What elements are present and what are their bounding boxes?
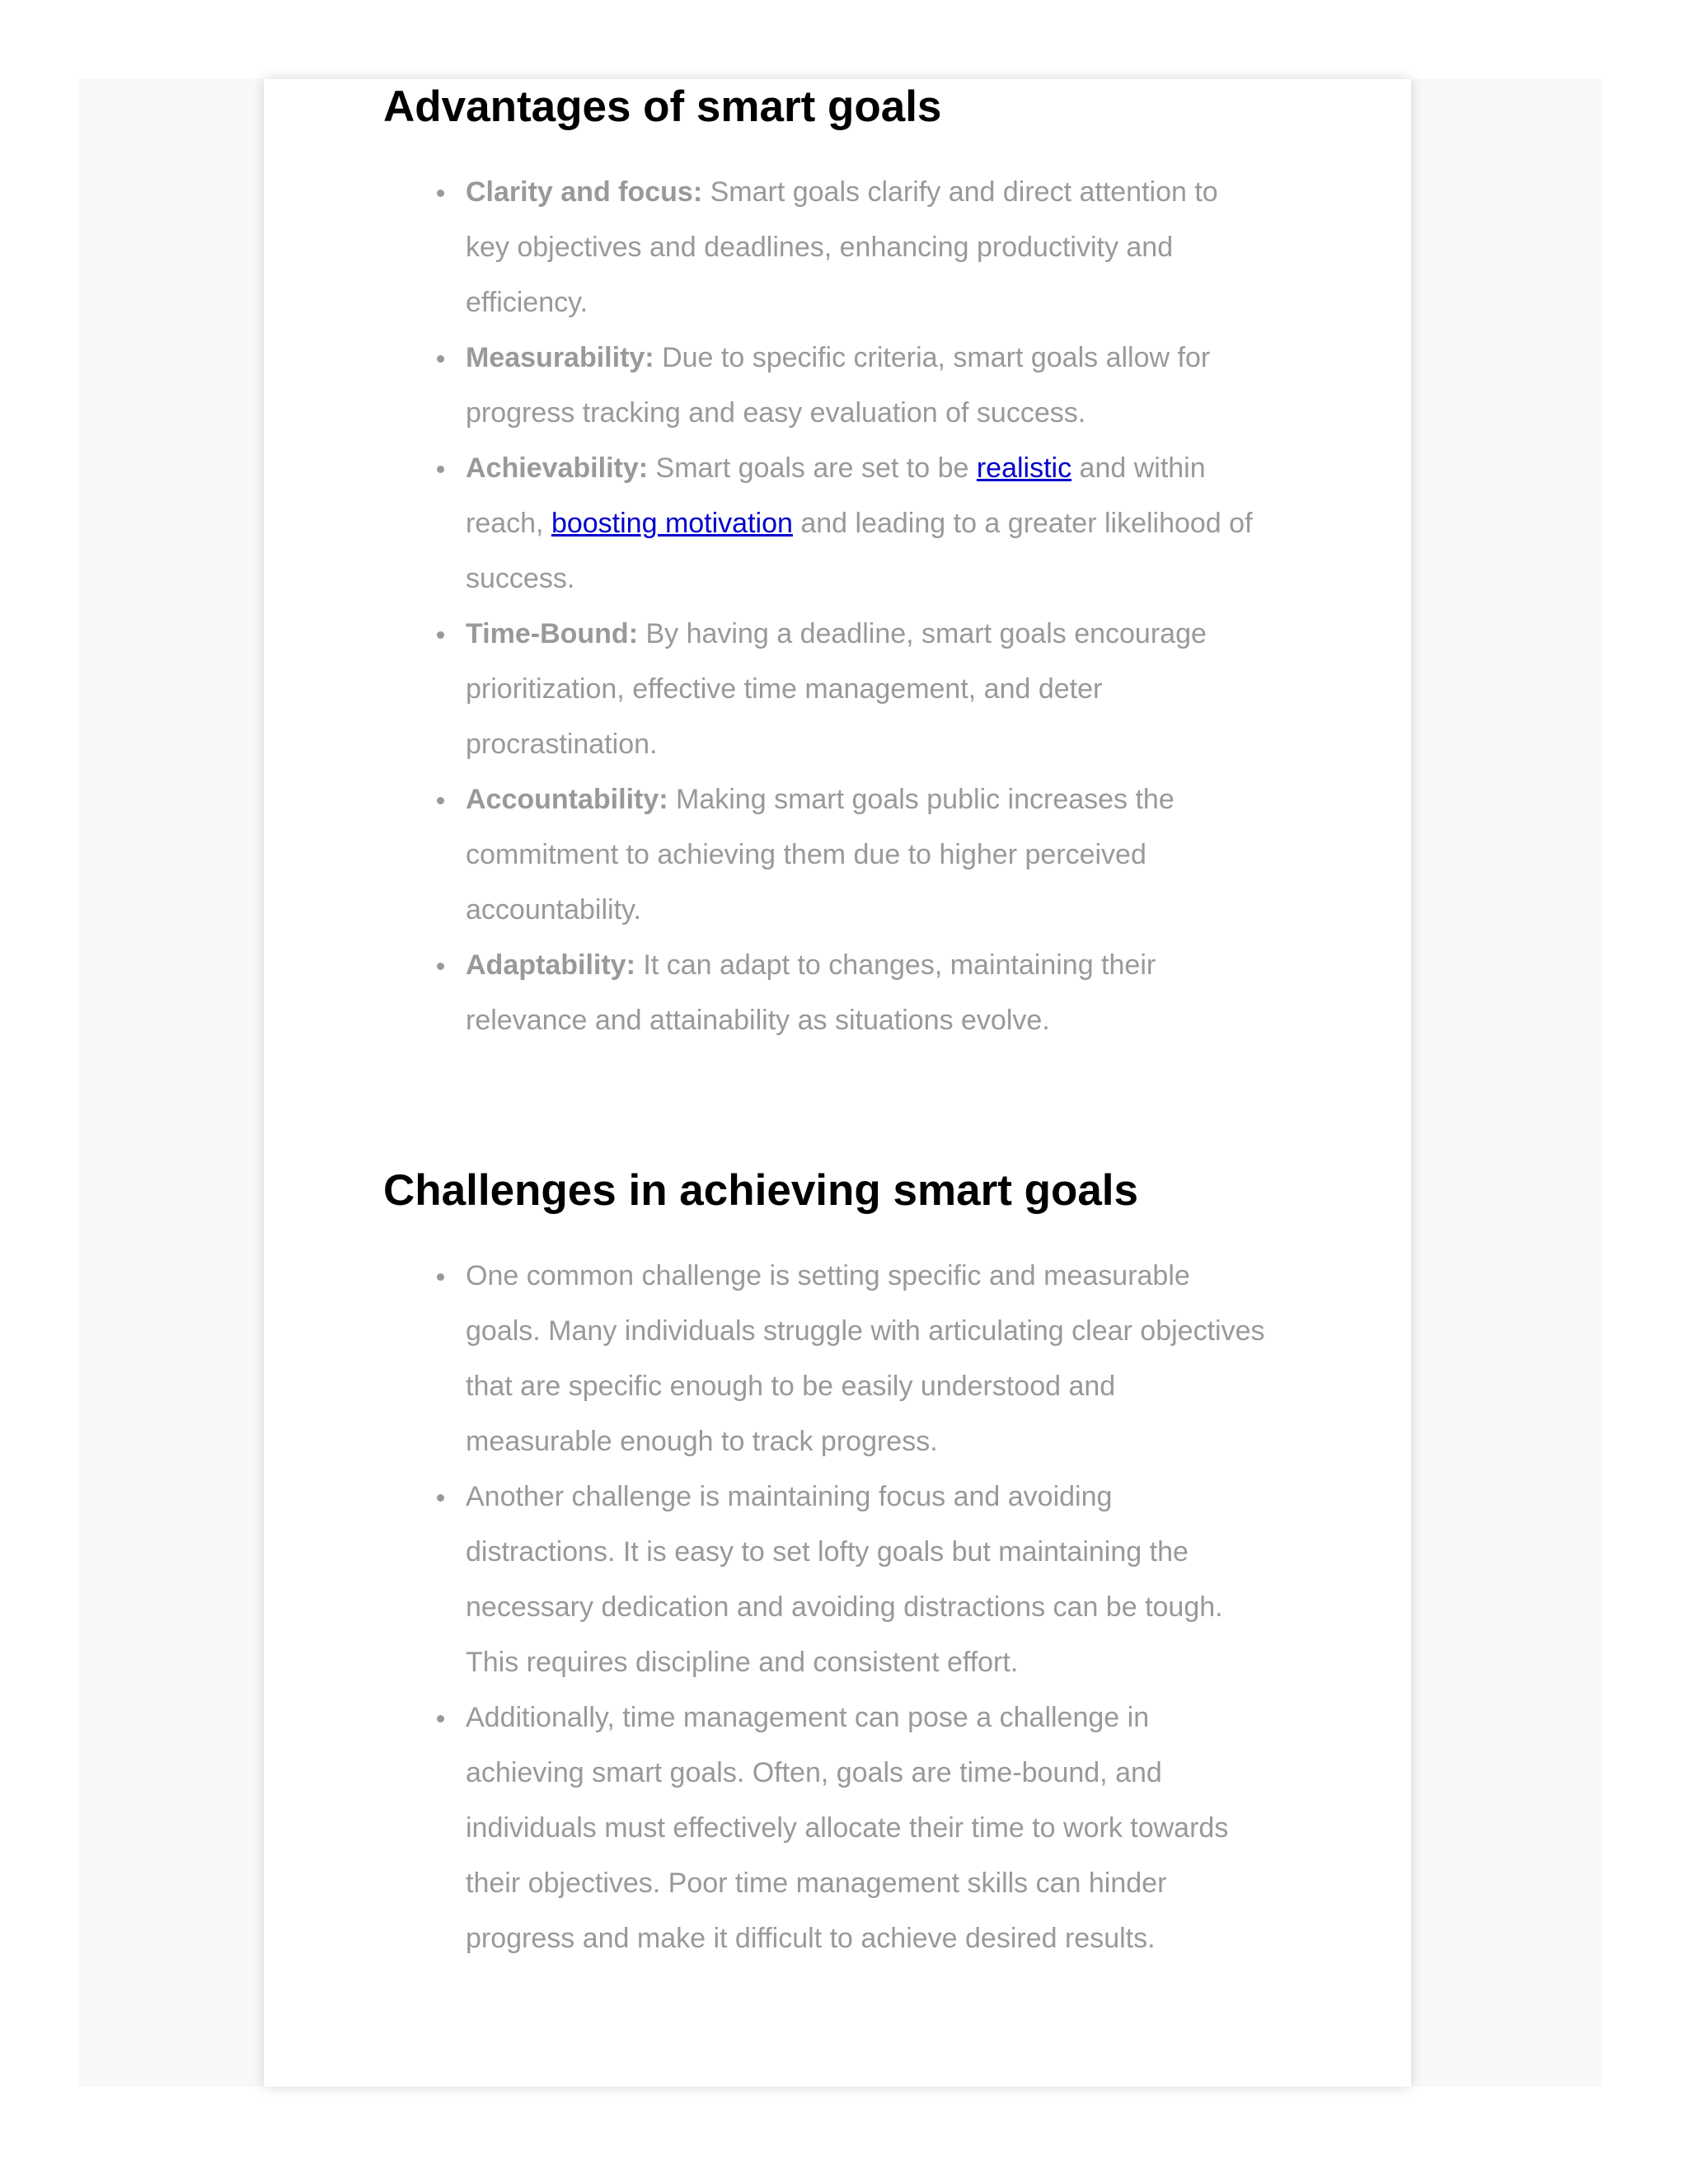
list-item-challenge-focus <box>466 1469 1315 1690</box>
item-text: relevance and attainability as situations evolve. <box>466 1005 1050 1036</box>
realistic-link[interactable]: realistic <box>976 452 1072 484</box>
boosting-motivation-link[interactable]: boosting motivation <box>551 508 793 539</box>
item-text: Smart goals clarify and direct attention to <box>702 176 1218 208</box>
item-text: Due to specific criteria, smart goals allow for <box>654 342 1211 373</box>
term-measurability: Measurability: <box>466 342 654 373</box>
item-text: and within <box>1071 452 1206 484</box>
list-item-challenge-specific <box>466 1249 1315 1469</box>
item-text: that are specific enough to be easily understood and <box>466 1371 1116 1402</box>
item-text: goals. Many individuals struggle with articulating clear objectives <box>466 1315 1265 1347</box>
item-text: efficiency. <box>466 287 588 318</box>
item-text: success. <box>466 563 575 594</box>
term-time-bound: Time-Bound: <box>466 618 639 649</box>
list-item-adaptability <box>466 938 1315 1048</box>
term-accountability: Accountability: <box>466 784 668 815</box>
item-text: necessary dedication and avoiding distractions can be tough. <box>466 1591 1223 1623</box>
item-text: One common challenge is setting specific and measurable <box>466 1260 1190 1291</box>
item-text: individuals must effectively allocate their time to work towards <box>466 1812 1229 1844</box>
item-text: and leading to a greater likelihood of <box>792 508 1253 539</box>
term-adaptability: Adaptability: <box>466 949 635 981</box>
item-text: Another challenge is maintaining focus and avoiding <box>466 1481 1113 1512</box>
list-item-challenge-time <box>466 1690 1315 1966</box>
challenges-list <box>383 1249 1315 1966</box>
list-item-clarity <box>466 165 1315 330</box>
item-text: prioritization, effective time management, and deter <box>466 673 1103 705</box>
item-text: Making smart goals public increases the <box>668 784 1175 815</box>
item-text: their objectives. Poor time management skills can hinder <box>466 1868 1167 1899</box>
item-text: progress tracking and easy evaluation of success. <box>466 397 1086 429</box>
term-clarity: Clarity and focus: <box>466 176 703 208</box>
advantages-heading: Advantages of smart goals <box>383 82 942 131</box>
item-text: accountability. <box>466 894 641 926</box>
term-achievability: Achievability: <box>466 452 649 484</box>
item-text: reach, <box>466 508 551 539</box>
list-item-time-bound <box>466 607 1315 772</box>
challenges-heading: Challenges in achieving smart goals <box>383 1166 1139 1215</box>
item-text: key objectives and deadlines, enhancing productivity and <box>466 232 1174 263</box>
item-text: commitment to achieving them due to higher perceived <box>466 839 1146 870</box>
item-text: By having a deadline, smart goals encourage <box>638 618 1207 649</box>
item-text: achieving smart goals. Often, goals are time-bound, and <box>466 1757 1162 1788</box>
item-text: Additionally, time management can pose a challenge in <box>466 1702 1150 1733</box>
item-text: This requires discipline and consistent effort. <box>466 1647 1019 1678</box>
article-content <box>383 79 1315 1966</box>
item-text: measurable enough to track progress. <box>466 1426 938 1457</box>
list-item-accountability <box>466 772 1315 938</box>
item-text: procrastination. <box>466 729 658 760</box>
advantages-list <box>383 165 1315 1048</box>
item-text: It can adapt to changes, maintaining their <box>635 949 1156 981</box>
item-text: Smart goals are set to be <box>648 452 977 484</box>
list-item-measurability <box>466 330 1315 441</box>
list-item-achievability <box>466 441 1315 607</box>
item-text: distractions. It is easy to set lofty goals but maintaining the <box>466 1536 1189 1568</box>
item-text: progress and make it difficult to achieve desired results. <box>466 1923 1156 1954</box>
